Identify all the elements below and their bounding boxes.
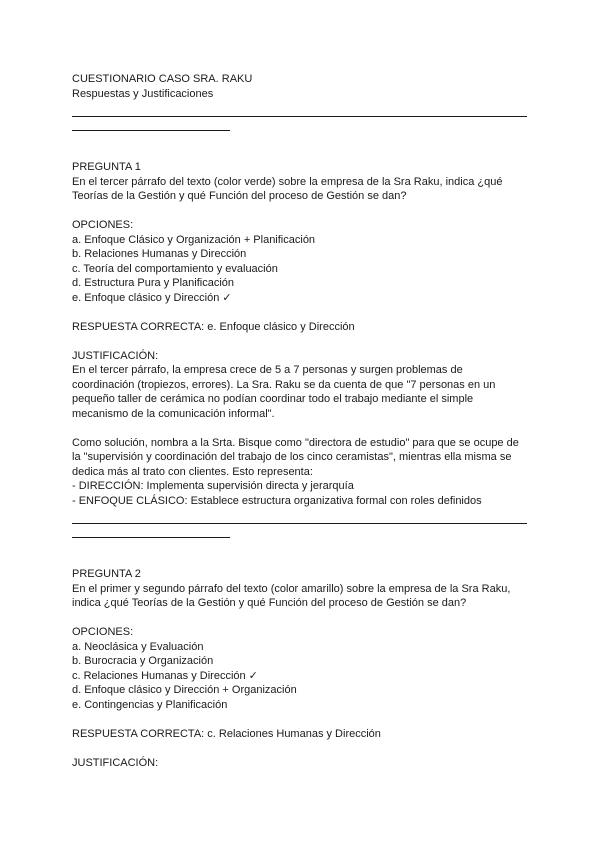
question-2-heading: PREGUNTA 2: [72, 568, 141, 581]
separator-rule: [72, 116, 527, 132]
document-subtitle: Respuestas y Justificaciones: [72, 87, 214, 100]
separator-rule: [72, 523, 527, 539]
question-1-justification-label: JUSTIFICACIÓN:: [72, 349, 159, 362]
question-2-option-c: c. Relaciones Humanas y Dirección ✓: [72, 669, 258, 682]
question-2-option-b: b. Burocracia y Organización: [72, 655, 214, 668]
question-2-option-a: a. Neoclásica y Evaluación: [72, 640, 204, 653]
question-2-justification-label: JUSTIFICACIÓN:: [72, 756, 159, 769]
question-1-option-d: d. Estructura Pura y Planificación: [72, 277, 235, 290]
question-1-option-b: b. Relaciones Humanas y Dirección: [72, 248, 247, 261]
question-2-text: En el primer y segundo párrafo del texto (color amarillo) sobre la empresa de la Sra Raku, indica ¿qué Teorías de la Gestión y qué Función del proceso de Gestión se dan?: [72, 582, 511, 610]
question-2-option-e: e. Contingencias y Planificación: [72, 698, 228, 711]
question-1-text: En el tercer párrafo del texto (color verde) sobre la empresa de la Sra Raku, indica ¿qué Teorías de la Gestión y qué Función del proceso de Gestión se dan?: [72, 175, 503, 203]
question-1-point-enfoque-clasico: - ENFOQUE CLÁSICO: Establece estructura organizativa formal con roles definidos: [72, 494, 482, 507]
question-1-option-a: a. Enfoque Clásico y Organización + Planificación: [72, 233, 316, 246]
question-1-heading: PREGUNTA 1: [72, 161, 141, 174]
document-content: [72, 72, 527, 770]
question-2-options-label: OPCIONES:: [72, 626, 134, 639]
question-2-answer: RESPUESTA CORRECTA: c. Relaciones Humanas y Dirección: [72, 727, 381, 740]
question-1-option-c: c. Teoría del comportamiento y evaluación: [72, 262, 278, 275]
question-1-options-label: OPCIONES:: [72, 219, 134, 232]
question-1-justification-paragraph-2: Como solución, nombra a la Srta. Bisque como "directora de estudio" para que se ocupe de la "supervisión y coordinación del trabajo de los cinco ceramistas", mientras ella misma se dedica más al trato con clientes. Esto representa:: [72, 436, 519, 478]
question-1-point-direccion: - DIRECCIÓN: Implementa supervisión directa y jerarquía: [72, 480, 354, 493]
question-1-justification-paragraph-1: En el tercer párrafo, la empresa crece de 5 a 7 personas y surgen problemas de coordinación (tropiezos, errores). La Sra. Raku se da cuenta de que "7 personas en un pequeño taller de cerámica no podían coordinar todo el trabajo mediante el simple mecanismo de la comunicación informal".: [72, 364, 496, 420]
question-1-option-e: e. Enfoque clásico y Dirección ✓: [72, 291, 232, 304]
document-title: CUESTIONARIO CASO SRA. RAKU: [72, 73, 253, 85]
question-1-answer: RESPUESTA CORRECTA: e. Enfoque clásico y Dirección: [72, 320, 355, 333]
question-2-option-d: d. Enfoque clásico y Dirección + Organización: [72, 684, 297, 697]
